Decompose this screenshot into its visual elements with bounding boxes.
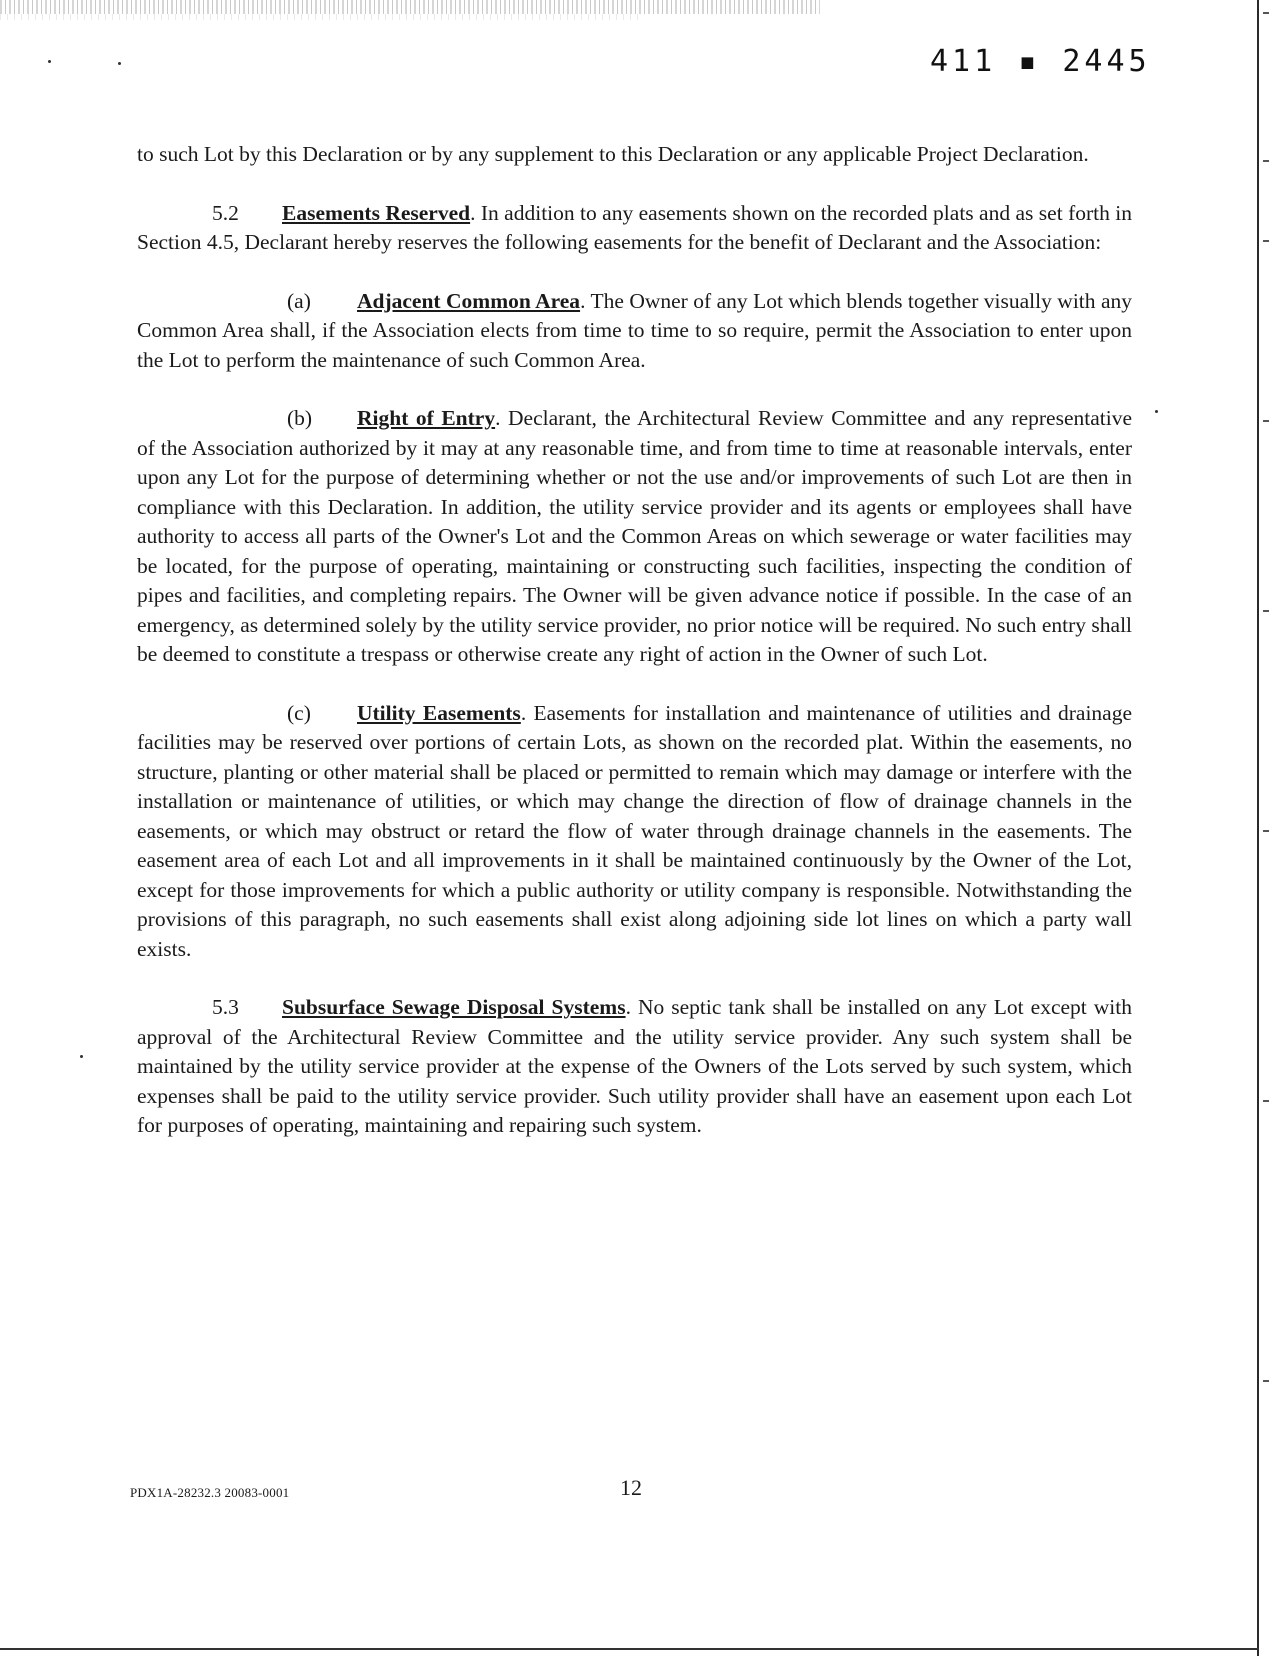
page-bottom-edge [0,1648,1259,1650]
page-right-edge [1257,0,1279,1656]
scan-artifact-top [0,0,820,14]
subsection-number: (a) [287,288,311,313]
section-5-3 [137,993,1132,1141]
subsection-a [137,287,1132,376]
section-text: . No septic tank shall be installed on any Lot except with approval of the Architectural Review Committee and the utility service provider. Any such system shall be maintained by the utility service provider at the expense of the Owners of the Lots served by such system, which expenses shall be paid to the utility service provider. Such utility provider shall have an easement upon each Lot for purposes of operating, maintaining and repairing such system. [137,995,1132,1137]
section-heading: Subsurface Sewage Disposal Systems [282,995,626,1019]
subsection-b [137,404,1132,670]
subsection-text: . Declarant, the Architectural Review Committee and any representative of the Association authorized by it may at any reasonable time, and from time to time at reasonable intervals, enter upon any Lot for the purpose of determining whether or not the use and/or improvements of such Lot are then in compliance with this Declaration. In addition, the utility service provider and its agents or employees shall have authority to access all parts of the Owner's Lot and the Common Areas on which sewerage or water facilities may be located, for the purpose of operating, maintaining or constructing such facilities, inspecting the condition of pipes and facilities, and completing repairs. The Owner will be given advance notice if possible. In the case of an emergency, as determined solely by the utility service provider, no prior notice will be required. No such entry shall be deemed to constitute a trespass or otherwise create any right of action in the Owner of such Lot. [137,406,1133,666]
section-number: 5.3 [212,995,239,1019]
footer-document-id: PDX1A-28232.3 20083-0001 [130,1485,290,1500]
record-number: 411 ▪ 2445 [930,44,1151,79]
section-number: 5.2 [212,200,239,225]
section-heading: Easements Reserved [282,200,471,225]
scan-artifact-top-faint [0,14,640,20]
section-text: . In addition to any easements shown on the recorded plats and as set forth in Section 4.5, Declarant hereby reserves the following easements for the benefit of Declarant and the Association: [137,200,1132,254]
subsection-heading: Right of Entry [357,406,496,430]
scan-speck [1155,410,1158,413]
paragraph-continued: to such Lot by this Declaration or by any supplement to this Declaration or any applicable Project Declaration. [137,142,1089,166]
subsection-heading: Utility Easements [357,700,521,725]
subsection-text: . The Owner of any Lot which blends together visually with any Common Area shall, if the Association elects from time to time to so require, permit the Association to enter upon the Lot to perform the maintenance of such Common Area. [137,288,1132,372]
subsection-text: . Easements for installation and maintenance of utilities and drainage facilities may be reserved over portions of certain Lots, as shown on the recorded plat. Within the easements, no structure, planting or other material shall be placed or permitted to remain which may damage or interfere with the installation or maintenance of utilities, or which may change the direction of flow of drainage channels in the easements, or which may obstruct or retard the flow of water through drainage channels in the easements. The easement area of each Lot and all improvements in it shall be maintained continuously by the Owner of the Lot, except for those improvements for which a public authority or utility company is responsible. Notwithstanding the provisions of this paragraph, no such easements shall exist along adjoining side lot lines on which a party wall exists. [137,700,1133,961]
scan-speck [48,60,51,63]
section-5-2 [137,199,1132,258]
scan-speck [118,62,121,65]
scan-speck [80,1055,83,1058]
page-number: 12 [620,1475,642,1500]
document-body [137,140,1132,1141]
subsection-c [137,699,1132,965]
subsection-heading: Adjacent Common Area [357,288,581,313]
subsection-number: (c) [287,700,311,725]
subsection-number: (b) [287,406,313,430]
